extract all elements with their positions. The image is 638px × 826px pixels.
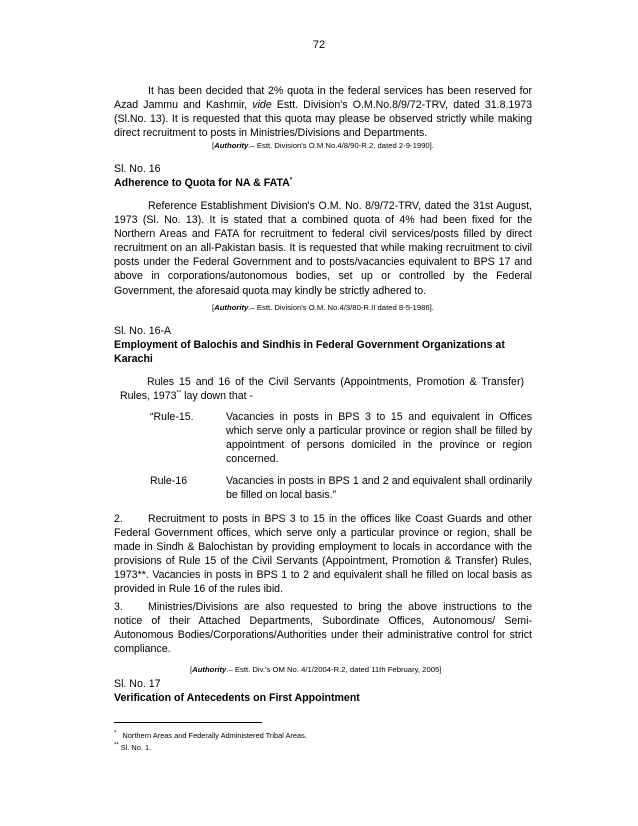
footnote: * Northern Areas and Federally Administered Tribal Areas. bbox=[114, 730, 307, 740]
paragraph-2: 2. Recruitment to posts in BPS 3 to 15 in the offices like Coast Guards and other Federal Government offices, which serve only a particular province or region, shall be made in Sindh & Balochistan by providing employment to locals in accordance with the provisions of Rule 15 of the Civil Servants (Appointment, Promotion & Transfer) Rules, 1973**. Vacancies in posts in BPS 1 to 2 and equivalent shall he filled on local basis as provided in Rule 16 of the rules ibid. bbox=[114, 513, 532, 596]
section-number: Sl. No. 16-A bbox=[114, 325, 172, 337]
paragraph-azad-kashmir: It has been decided that 2% quota in the federal services has been reserved for Azad Jammu and Kashmir, vide Estt. Division's O.M.No.8/9/72-TRV, dated 31.8.1973 (Sl.No. 13). It is requested that this quota may please be observed strictly while making direct recruitment to posts in Ministries/Divisions and Departments. bbox=[114, 85, 532, 140]
section-heading: Employment of Balochis and Sindhis in Federal Government Organizations at Karachi bbox=[114, 339, 505, 365]
rule-text: Vacancies in posts in BPS 1 and 2 and equivalent shall ordinarily be filled on local basis.” bbox=[226, 475, 532, 502]
page-number: 72 bbox=[312, 39, 326, 51]
authority-citation: [Authority.– Estt. Div.'s OM No. 4/1/2004-R.2, dated 11th February, 2005] bbox=[190, 665, 442, 674]
footnote-mark: * bbox=[289, 177, 293, 184]
paragraph-3: 3. Ministries/Divisions are also requested to bring the above instructions to the notice of their Attached Departments, Subordinate Offices, Autonomous/ Semi-Autonomous Bodies/Corporations/Authorities under their administrative control for strict compliance. bbox=[114, 601, 532, 656]
rule-text: Vacancies in posts in BPS 3 to 15 and equivalent in Offices which serve only a particular province or region shall be filled by appointment of persons domiciled in the province or region concerned. bbox=[226, 411, 532, 466]
section-heading: Verification of Antecedents on First Appointment bbox=[114, 692, 360, 704]
rule-label: Rule-16 bbox=[150, 475, 188, 487]
paragraph-na-fata: Reference Establishment Division's O.M. No. 8/9/72-TRV, dated the 31st August, 1973 (Sl. No. 13). It is stated that a combined quota of 4% had been fixed for the Northern Areas and FATA for recruitment to federal civil services/posts filled by direct recruitment on an all-Pakistan basis. It is requested that while making recruitment to civil posts under the Federal Government and to posts/vacancies equivalent to BPS 17 and above in corporations/autonomous bodies, set up or controlled by the Federal Government, the aforesaid quota may kindly be strictly adhered to. bbox=[114, 200, 532, 297]
section-number: Sl. No. 16 bbox=[114, 163, 161, 175]
footnote: ** Sl. No. 1. bbox=[114, 742, 152, 752]
footnote-mark: ** bbox=[176, 390, 182, 397]
rule-label: “Rule-15. bbox=[150, 411, 194, 423]
authority-citation: [Authority.– Estt. Division's O.M. No.4/3/80-R.II dated 8-5-1986]. bbox=[212, 303, 434, 312]
authority-citation: [Authority.– Estt. Division's O.M No.4/8/90-R.2, dated 2-9-1990]. bbox=[212, 141, 434, 150]
footnote-divider bbox=[114, 722, 262, 723]
paragraph-rules-intro: Rules 15 and 16 of the Civil Servants (Appointments, Promotion & Transfer) Rules, 1973** lay down that - bbox=[120, 376, 524, 403]
section-number: Sl. No. 17 bbox=[114, 678, 161, 690]
section-heading: Adherence to Quota for NA & FATA* bbox=[114, 177, 293, 189]
